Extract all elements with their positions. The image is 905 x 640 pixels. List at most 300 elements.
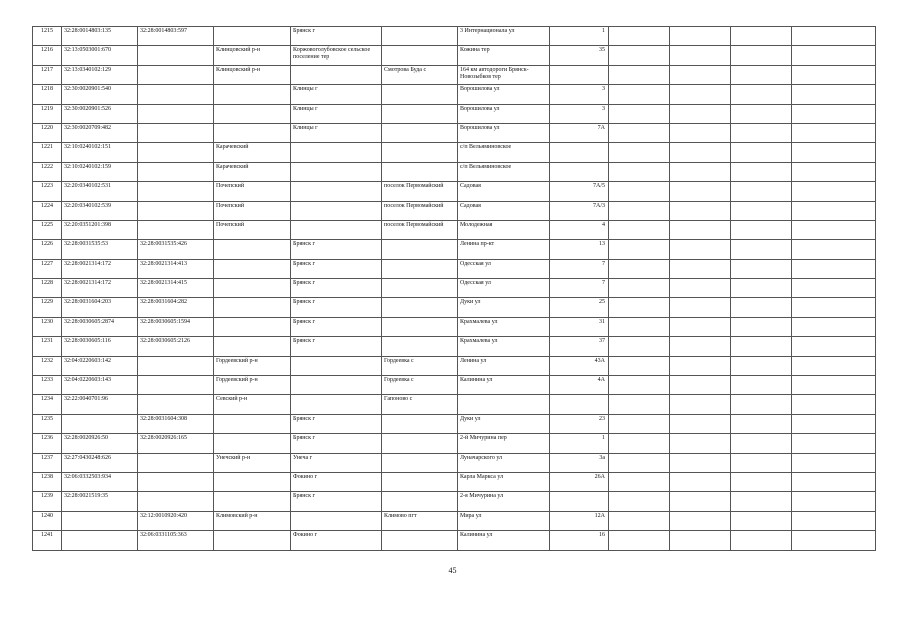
extra-cell-2 [670,201,731,220]
row-number-cell: 1237 [33,453,62,472]
settlement-cell [382,337,458,356]
settlement-cell [382,85,458,104]
settlement-cell [382,104,458,123]
district-cell [214,414,291,433]
settlement-cell [382,123,458,142]
extra-cell-2 [670,220,731,239]
locality-cell: Фокино г [291,472,382,491]
settlement-cell [382,492,458,511]
settlement-cell: поселок Первомайский [382,201,458,220]
settlement-cell [382,240,458,259]
extra-cell-2 [670,395,731,414]
extra-cell-4 [792,511,876,530]
extra-cell-2 [670,511,731,530]
table-row [33,531,876,550]
district-cell: Почепский [214,220,291,239]
cadastral-number-cell: 32:28:0021314:172 [62,279,138,298]
extra-cell-1 [609,182,670,201]
street-cell: Молодежная [458,220,550,239]
row-number-cell: 1219 [33,104,62,123]
street-cell: с/п Вельяминовское [458,143,550,162]
row-number-cell: 1224 [33,201,62,220]
street-cell: с/п Вельяминовское [458,162,550,181]
district-cell [214,123,291,142]
row-number-cell: 1230 [33,317,62,336]
extra-cell-3 [731,531,792,550]
extra-cell-3 [731,104,792,123]
cadastral-number-cell: 32:30:0020901:526 [62,104,138,123]
district-cell [214,317,291,336]
locality-cell: Клинцы г [291,123,382,142]
extra-cell-4 [792,65,876,84]
locality-cell [291,162,382,181]
locality-cell: Брянск г [291,27,382,46]
extra-cell-2 [670,414,731,433]
settlement-cell [382,143,458,162]
house-number-cell [550,492,609,511]
locality-cell: Клинцы г [291,85,382,104]
locality-cell: Брянск г [291,434,382,453]
house-number-cell: 31 [550,317,609,336]
extra-cell-3 [731,220,792,239]
district-cell: Гордеевский р-н [214,376,291,395]
district-cell: Почепский [214,201,291,220]
house-number-cell: 43А [550,356,609,375]
row-number-cell: 1223 [33,182,62,201]
extra-cell-4 [792,27,876,46]
locality-cell: Брянск г [291,317,382,336]
extra-cell-2 [670,240,731,259]
sub-cadastral-number-cell [138,395,214,414]
house-number-cell [550,162,609,181]
street-cell: Луначарского ул [458,453,550,472]
extra-cell-1 [609,85,670,104]
locality-cell [291,376,382,395]
sub-cadastral-number-cell [138,220,214,239]
house-number-cell: 25 [550,298,609,317]
extra-cell-3 [731,317,792,336]
extra-cell-1 [609,492,670,511]
house-number-cell: 37 [550,337,609,356]
extra-cell-1 [609,46,670,65]
row-number-cell: 1226 [33,240,62,259]
settlement-cell [382,453,458,472]
locality-cell [291,395,382,414]
sub-cadastral-number-cell: 32:28:0021314:415 [138,279,214,298]
extra-cell-3 [731,511,792,530]
house-number-cell [550,65,609,84]
extra-cell-2 [670,317,731,336]
extra-cell-2 [670,376,731,395]
cadastral-number-cell: 32:28:0031604:203 [62,298,138,317]
table-row [33,376,876,395]
sub-cadastral-number-cell [138,143,214,162]
extra-cell-1 [609,317,670,336]
extra-cell-4 [792,85,876,104]
table-row [33,143,876,162]
locality-cell: Коржовоголубовское сельское поселение тер [291,46,382,65]
extra-cell-4 [792,531,876,550]
settlement-cell [382,279,458,298]
extra-cell-2 [670,85,731,104]
district-cell [214,259,291,278]
street-cell: 164 км автодороги Брянск-Новозыбков тер [458,65,550,84]
extra-cell-3 [731,46,792,65]
settlement-cell [382,434,458,453]
extra-cell-3 [731,123,792,142]
extra-cell-1 [609,298,670,317]
extra-cell-2 [670,104,731,123]
row-number-cell: 1229 [33,298,62,317]
extra-cell-3 [731,27,792,46]
sub-cadastral-number-cell [138,201,214,220]
street-cell: Одесская ул [458,259,550,278]
extra-cell-1 [609,143,670,162]
table-row [33,220,876,239]
extra-cell-3 [731,65,792,84]
district-cell [214,337,291,356]
settlement-cell [382,317,458,336]
extra-cell-3 [731,182,792,201]
street-cell: Крахмалева ул [458,317,550,336]
sub-cadastral-number-cell: 32:28:0020926:165 [138,434,214,453]
extra-cell-4 [792,279,876,298]
locality-cell: Брянск г [291,414,382,433]
extra-cell-3 [731,434,792,453]
extra-cell-2 [670,162,731,181]
house-number-cell: 23 [550,414,609,433]
settlement-cell [382,259,458,278]
sub-cadastral-number-cell [138,46,214,65]
district-cell: Климовский р-н [214,511,291,530]
row-number-cell: 1222 [33,162,62,181]
extra-cell-2 [670,65,731,84]
extra-cell-4 [792,123,876,142]
cadastral-number-cell: 32:20:0351201:398 [62,220,138,239]
street-cell: Ворошилова ул [458,104,550,123]
sub-cadastral-number-cell [138,85,214,104]
extra-cell-1 [609,434,670,453]
extra-cell-3 [731,492,792,511]
cadastral-number-cell: 32:22:0040701:96 [62,395,138,414]
sub-cadastral-number-cell: 32:28:0021314:413 [138,259,214,278]
extra-cell-3 [731,376,792,395]
street-cell: Кожина тер [458,46,550,65]
extra-cell-1 [609,531,670,550]
extra-cell-1 [609,356,670,375]
extra-cell-2 [670,337,731,356]
sub-cadastral-number-cell [138,65,214,84]
district-cell: Почепский [214,182,291,201]
table-row [33,317,876,336]
table-row [33,201,876,220]
extra-cell-2 [670,143,731,162]
extra-cell-4 [792,201,876,220]
street-cell: Крахмалева ул [458,337,550,356]
extra-cell-2 [670,492,731,511]
district-cell: Карачевский [214,143,291,162]
cadastral-number-cell: 32:10:0240102:151 [62,143,138,162]
sub-cadastral-number-cell [138,162,214,181]
street-cell [458,395,550,414]
cadastral-number-cell [62,511,138,530]
table-row [33,259,876,278]
cadastral-number-cell: 32:28:0021314:172 [62,259,138,278]
street-cell: Мира ул [458,511,550,530]
district-cell: Гордеевский р-н [214,356,291,375]
settlement-cell: Гапоново с [382,395,458,414]
extra-cell-3 [731,414,792,433]
house-number-cell: 13 [550,240,609,259]
table-row [33,182,876,201]
house-number-cell: 4 [550,220,609,239]
locality-cell: Брянск г [291,240,382,259]
table-row [33,123,876,142]
cadastral-number-cell: 32:28:0020926:50 [62,434,138,453]
extra-cell-1 [609,240,670,259]
cadastral-number-cell: 32:28:0014803:135 [62,27,138,46]
cadastral-number-cell: 32:06:0332503:934 [62,472,138,491]
street-cell: Калинина ул [458,531,550,550]
settlement-cell: Гордеевка с [382,376,458,395]
sub-cadastral-number-cell [138,492,214,511]
table-row [33,472,876,491]
extra-cell-2 [670,259,731,278]
locality-cell [291,511,382,530]
sub-cadastral-number-cell [138,376,214,395]
table-row [33,434,876,453]
extra-cell-2 [670,453,731,472]
extra-cell-1 [609,220,670,239]
table-row [33,279,876,298]
extra-cell-1 [609,27,670,46]
extra-cell-1 [609,453,670,472]
extra-cell-1 [609,65,670,84]
extra-cell-3 [731,337,792,356]
table-row [33,27,876,46]
street-cell: 2-я Мичурина ул [458,492,550,511]
registry-table [32,26,876,551]
row-number-cell: 1225 [33,220,62,239]
street-cell: Дуки ул [458,414,550,433]
street-cell: Ленина пр-кт [458,240,550,259]
settlement-cell [382,27,458,46]
sub-cadastral-number-cell [138,472,214,491]
extra-cell-3 [731,395,792,414]
locality-cell [291,143,382,162]
settlement-cell [382,46,458,65]
row-number-cell: 1217 [33,65,62,84]
house-number-cell: 7А/3 [550,201,609,220]
extra-cell-2 [670,531,731,550]
extra-cell-1 [609,376,670,395]
table-row [33,337,876,356]
extra-cell-3 [731,453,792,472]
extra-cell-2 [670,27,731,46]
extra-cell-2 [670,356,731,375]
page-number: 45 [448,566,457,575]
cadastral-number-cell: 32:28:0021519:35 [62,492,138,511]
row-number-cell: 1215 [33,27,62,46]
cadastral-number-cell: 32:20:0340102:531 [62,182,138,201]
extra-cell-4 [792,298,876,317]
district-cell [214,240,291,259]
cadastral-number-cell: 32:28:0030605:116 [62,337,138,356]
house-number-cell: 35 [550,46,609,65]
street-cell: Калинина ул [458,376,550,395]
locality-cell: Брянск г [291,259,382,278]
extra-cell-4 [792,104,876,123]
table-row [33,492,876,511]
sub-cadastral-number-cell [138,104,214,123]
street-cell: 3 Интернационала ул [458,27,550,46]
table-row [33,46,876,65]
house-number-cell: 7 [550,259,609,278]
district-cell: Севский р-н [214,395,291,414]
settlement-cell [382,472,458,491]
cadastral-number-cell: 32:30:0020901:540 [62,85,138,104]
sub-cadastral-number-cell [138,356,214,375]
extra-cell-3 [731,298,792,317]
extra-cell-1 [609,337,670,356]
locality-cell: Брянск г [291,279,382,298]
extra-cell-4 [792,395,876,414]
settlement-cell [382,531,458,550]
extra-cell-4 [792,434,876,453]
extra-cell-2 [670,123,731,142]
row-number-cell: 1216 [33,46,62,65]
extra-cell-4 [792,220,876,239]
extra-cell-3 [731,472,792,491]
district-cell [214,531,291,550]
table-row [33,65,876,84]
house-number-cell: 3 [550,104,609,123]
locality-cell [291,356,382,375]
sub-cadastral-number-cell: 32:12:0010920:420 [138,511,214,530]
settlement-cell: Климово пгт [382,511,458,530]
row-number-cell: 1218 [33,85,62,104]
extra-cell-2 [670,182,731,201]
extra-cell-2 [670,434,731,453]
house-number-cell: 1 [550,434,609,453]
street-cell: Ворошилова ул [458,123,550,142]
locality-cell: Брянск г [291,298,382,317]
table-row [33,162,876,181]
locality-cell: Брянск г [291,337,382,356]
sub-cadastral-number-cell: 32:28:0031604:308 [138,414,214,433]
house-number-cell [550,143,609,162]
cadastral-number-cell: 32:28:0030605:2874 [62,317,138,336]
locality-cell [291,182,382,201]
locality-cell: Фокино г [291,531,382,550]
sub-cadastral-number-cell [138,182,214,201]
row-number-cell: 1231 [33,337,62,356]
sub-cadastral-number-cell: 32:28:0030605:2126 [138,337,214,356]
sub-cadastral-number-cell [138,453,214,472]
sub-cadastral-number-cell: 32:28:0014803:597 [138,27,214,46]
row-number-cell: 1234 [33,395,62,414]
row-number-cell: 1221 [33,143,62,162]
extra-cell-4 [792,453,876,472]
extra-cell-2 [670,279,731,298]
extra-cell-1 [609,104,670,123]
row-number-cell: 1233 [33,376,62,395]
extra-cell-4 [792,143,876,162]
street-cell: 2-й Мичурина пер [458,434,550,453]
extra-cell-1 [609,511,670,530]
settlement-cell [382,414,458,433]
cadastral-number-cell: 32:28:0031535:53 [62,240,138,259]
extra-cell-4 [792,259,876,278]
house-number-cell: 7 [550,279,609,298]
extra-cell-4 [792,162,876,181]
extra-cell-4 [792,472,876,491]
row-number-cell: 1241 [33,531,62,550]
table-row [33,298,876,317]
cadastral-number-cell: 32:30:0020709:482 [62,123,138,142]
extra-cell-1 [609,414,670,433]
row-number-cell: 1235 [33,414,62,433]
district-cell [214,104,291,123]
district-cell [214,472,291,491]
extra-cell-2 [670,46,731,65]
extra-cell-4 [792,182,876,201]
locality-cell: Клинцы г [291,104,382,123]
settlement-cell: Гордеевка с [382,356,458,375]
extra-cell-3 [731,259,792,278]
cadastral-number-cell: 32:13:0503001:670 [62,46,138,65]
house-number-cell: 16 [550,531,609,550]
cadastral-number-cell: 32:27:0430248:626 [62,453,138,472]
house-number-cell: 1 [550,27,609,46]
extra-cell-1 [609,123,670,142]
table-row [33,511,876,530]
table-row [33,395,876,414]
district-cell [214,85,291,104]
extra-cell-1 [609,162,670,181]
district-cell [214,492,291,511]
sub-cadastral-number-cell: 32:28:0030605:1594 [138,317,214,336]
street-cell: Садовая [458,182,550,201]
extra-cell-3 [731,356,792,375]
row-number-cell: 1239 [33,492,62,511]
cadastral-number-cell: 32:10:0240102:159 [62,162,138,181]
street-cell: Одесская ул [458,279,550,298]
row-number-cell: 1232 [33,356,62,375]
sub-cadastral-number-cell: 32:28:0031535:426 [138,240,214,259]
extra-cell-4 [792,337,876,356]
district-cell: Клинцовский р-н [214,65,291,84]
settlement-cell [382,162,458,181]
table-row [33,104,876,123]
district-cell: Клинцовский р-н [214,46,291,65]
house-number-cell [550,395,609,414]
cadastral-number-cell: 32:04:0220603:142 [62,356,138,375]
district-cell [214,434,291,453]
cadastral-number-cell [62,531,138,550]
cadastral-number-cell: 32:13:0340102:129 [62,65,138,84]
extra-cell-3 [731,85,792,104]
extra-cell-4 [792,317,876,336]
extra-cell-2 [670,298,731,317]
table-row [33,453,876,472]
district-cell [214,298,291,317]
extra-cell-1 [609,472,670,491]
extra-cell-3 [731,162,792,181]
locality-cell [291,65,382,84]
table-row [33,85,876,104]
table-row [33,356,876,375]
